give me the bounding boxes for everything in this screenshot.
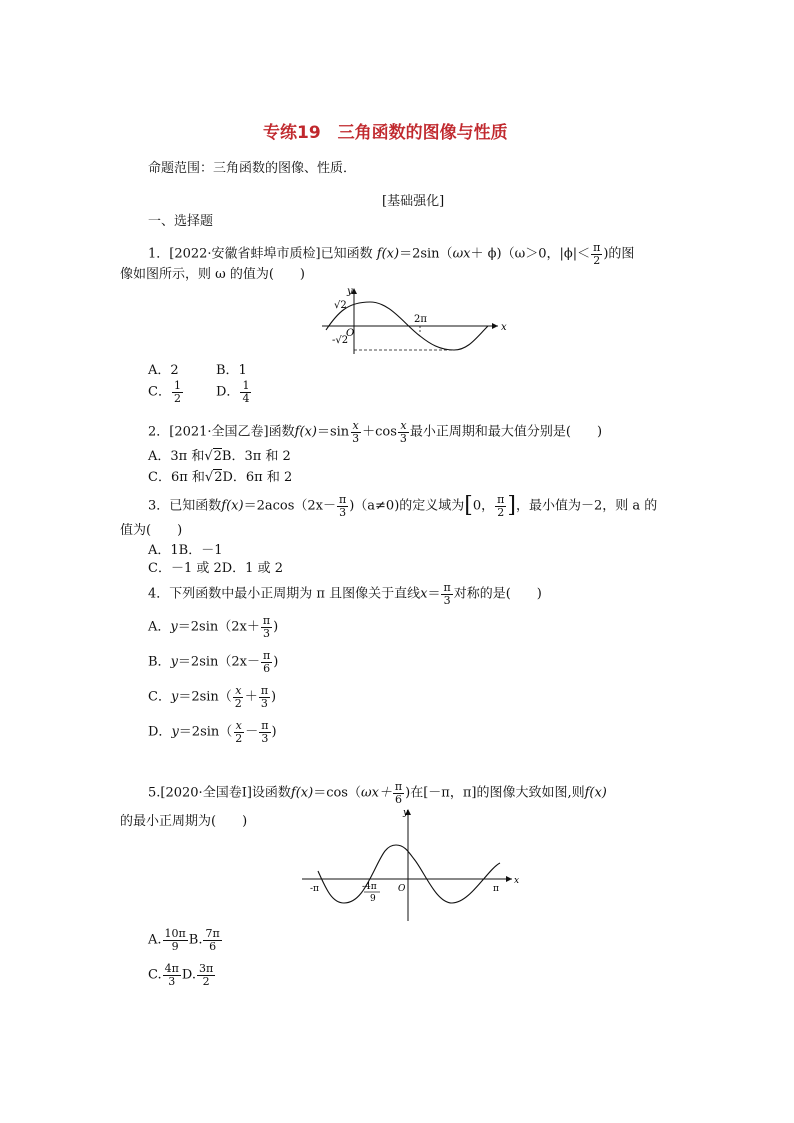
q5-cos-graph	[298, 805, 524, 923]
q2-stem: 2．[2021·全国乙卷]函数f(x)＝sin $\frac{x}{3}$ ＋cos $\frac{x}{3}$ 最小正周期和最大值分别是( )	[148, 419, 603, 445]
q4-option-c[interactable]: C．y＝2sin（ $\frac{x}{2}$ ＋ $\frac{\pi}{3}$ )	[148, 684, 277, 710]
q1-xvar: x	[463, 246, 471, 262]
q5-curve	[318, 845, 500, 903]
q5-m4pi-label: -4π	[362, 882, 377, 892]
page-title: 专练19 三角函数的图像与性质	[263, 123, 508, 143]
q4-option-a[interactable]: A．y＝2sin（2x＋ $\frac{\pi}{3}$ )	[148, 614, 279, 640]
q3-option-ab[interactable]: A．1B．－1	[148, 543, 223, 558]
q2-option-ab[interactable]: A．3π 和√2B．3π 和 2	[148, 449, 291, 464]
q5-neg-pi-label: -π	[310, 884, 319, 894]
q5-stem: 5.[2020·全国卷Ⅰ]设函数f(x)＝cos（ωx＋ $\frac{\pi}{6}$ )在[－π，π]的图像大致如图,则f(x)	[148, 780, 607, 806]
q1-cond: ω＞0，|ϕ|＜	[514, 246, 591, 262]
q1-x-arrow	[492, 323, 498, 329]
q1-omega: ω	[452, 246, 464, 262]
q5-pi-label: π	[493, 884, 499, 894]
q2-option-cd[interactable]: C．6π 和√2D．6π 和 2	[148, 470, 293, 485]
q1-eq: ＝2sin（	[399, 246, 453, 262]
q1-sqrt2-label: √2	[334, 300, 347, 311]
q3-stem-line2: 值为( )	[120, 523, 183, 538]
q1-f: f	[376, 246, 382, 262]
q4-stem: 4．下列函数中最小正周期为 π 且图像关于直线x＝ $\frac{\pi}{3}$ 对称的是( )	[148, 581, 542, 607]
q1-y-label: y	[347, 286, 353, 297]
scope-text: 命题范围：三角函数的图像、性质．	[148, 161, 357, 176]
q1-2pi-label: 2π	[414, 314, 427, 325]
q5-y-label: y	[403, 808, 409, 818]
q3-option-cd[interactable]: C．－1 或 2D．1 或 2	[148, 561, 283, 576]
q1-sine-graph	[318, 284, 508, 356]
q4-option-d[interactable]: D．y＝2sin（ $\frac{x}{2}$ － $\frac{\pi}{3}$ )	[148, 719, 277, 745]
q1-phi: ＋ ϕ)（	[470, 246, 515, 262]
q1-option-c[interactable]: C． $\frac{1}{2}$	[148, 379, 181, 405]
part-label: 一、选择题	[148, 214, 214, 229]
q5-x-arrow	[506, 876, 512, 882]
q5-option-cd[interactable]: C. $\frac{4\pi}{3}$ D. $\frac{3\pi}{2}$	[148, 962, 214, 988]
q1-neg-sqrt2-label: -√2	[332, 335, 349, 346]
q1-option-d[interactable]: D． $\frac{1}{4}$	[216, 379, 250, 405]
q4-option-b[interactable]: B．y＝2sin（2x－ $\frac{\pi}{6}$ )	[148, 649, 279, 675]
q5-x-label: x	[514, 876, 520, 886]
q5-nine-label: 9	[370, 894, 376, 904]
section-label: [基础强化]	[382, 194, 445, 209]
q1-x-label: x	[501, 322, 507, 333]
q5-option-ab[interactable]: A. $\frac{10\pi}{9}$ B. $\frac{7\pi}{6}$	[148, 927, 220, 953]
q1-source: 1．[2022·安徽省蚌埠市质检]已知函数	[148, 246, 373, 262]
q1-option-a[interactable]: A．2	[148, 363, 179, 378]
q1-option-b[interactable]: B．1	[216, 363, 247, 378]
q1-origin-label: O	[346, 328, 355, 339]
q5-origin-label: O	[398, 884, 406, 894]
q3-stem: 3．已知函数f(x)＝2acos（2x－ $\frac{\pi}{3}$ )（a≠0)的定义域为[0， $\frac{\pi}{2}$ ]，最小值为－2，则 a 的	[148, 493, 658, 519]
q5-stem-line2-text: 的最小正周期为( )	[120, 814, 248, 829]
q1-stem-line1	[148, 242, 634, 266]
q1-pi-over-2: $\frac{\pi}{2}$	[593, 241, 601, 267]
q1-tail: )的图	[603, 246, 635, 262]
q1-stem-line2: 像如图所示，则 ω 的值为( )	[120, 267, 306, 282]
q5-stem-line2	[120, 788, 124, 801]
q1-x: (x)	[381, 246, 400, 262]
